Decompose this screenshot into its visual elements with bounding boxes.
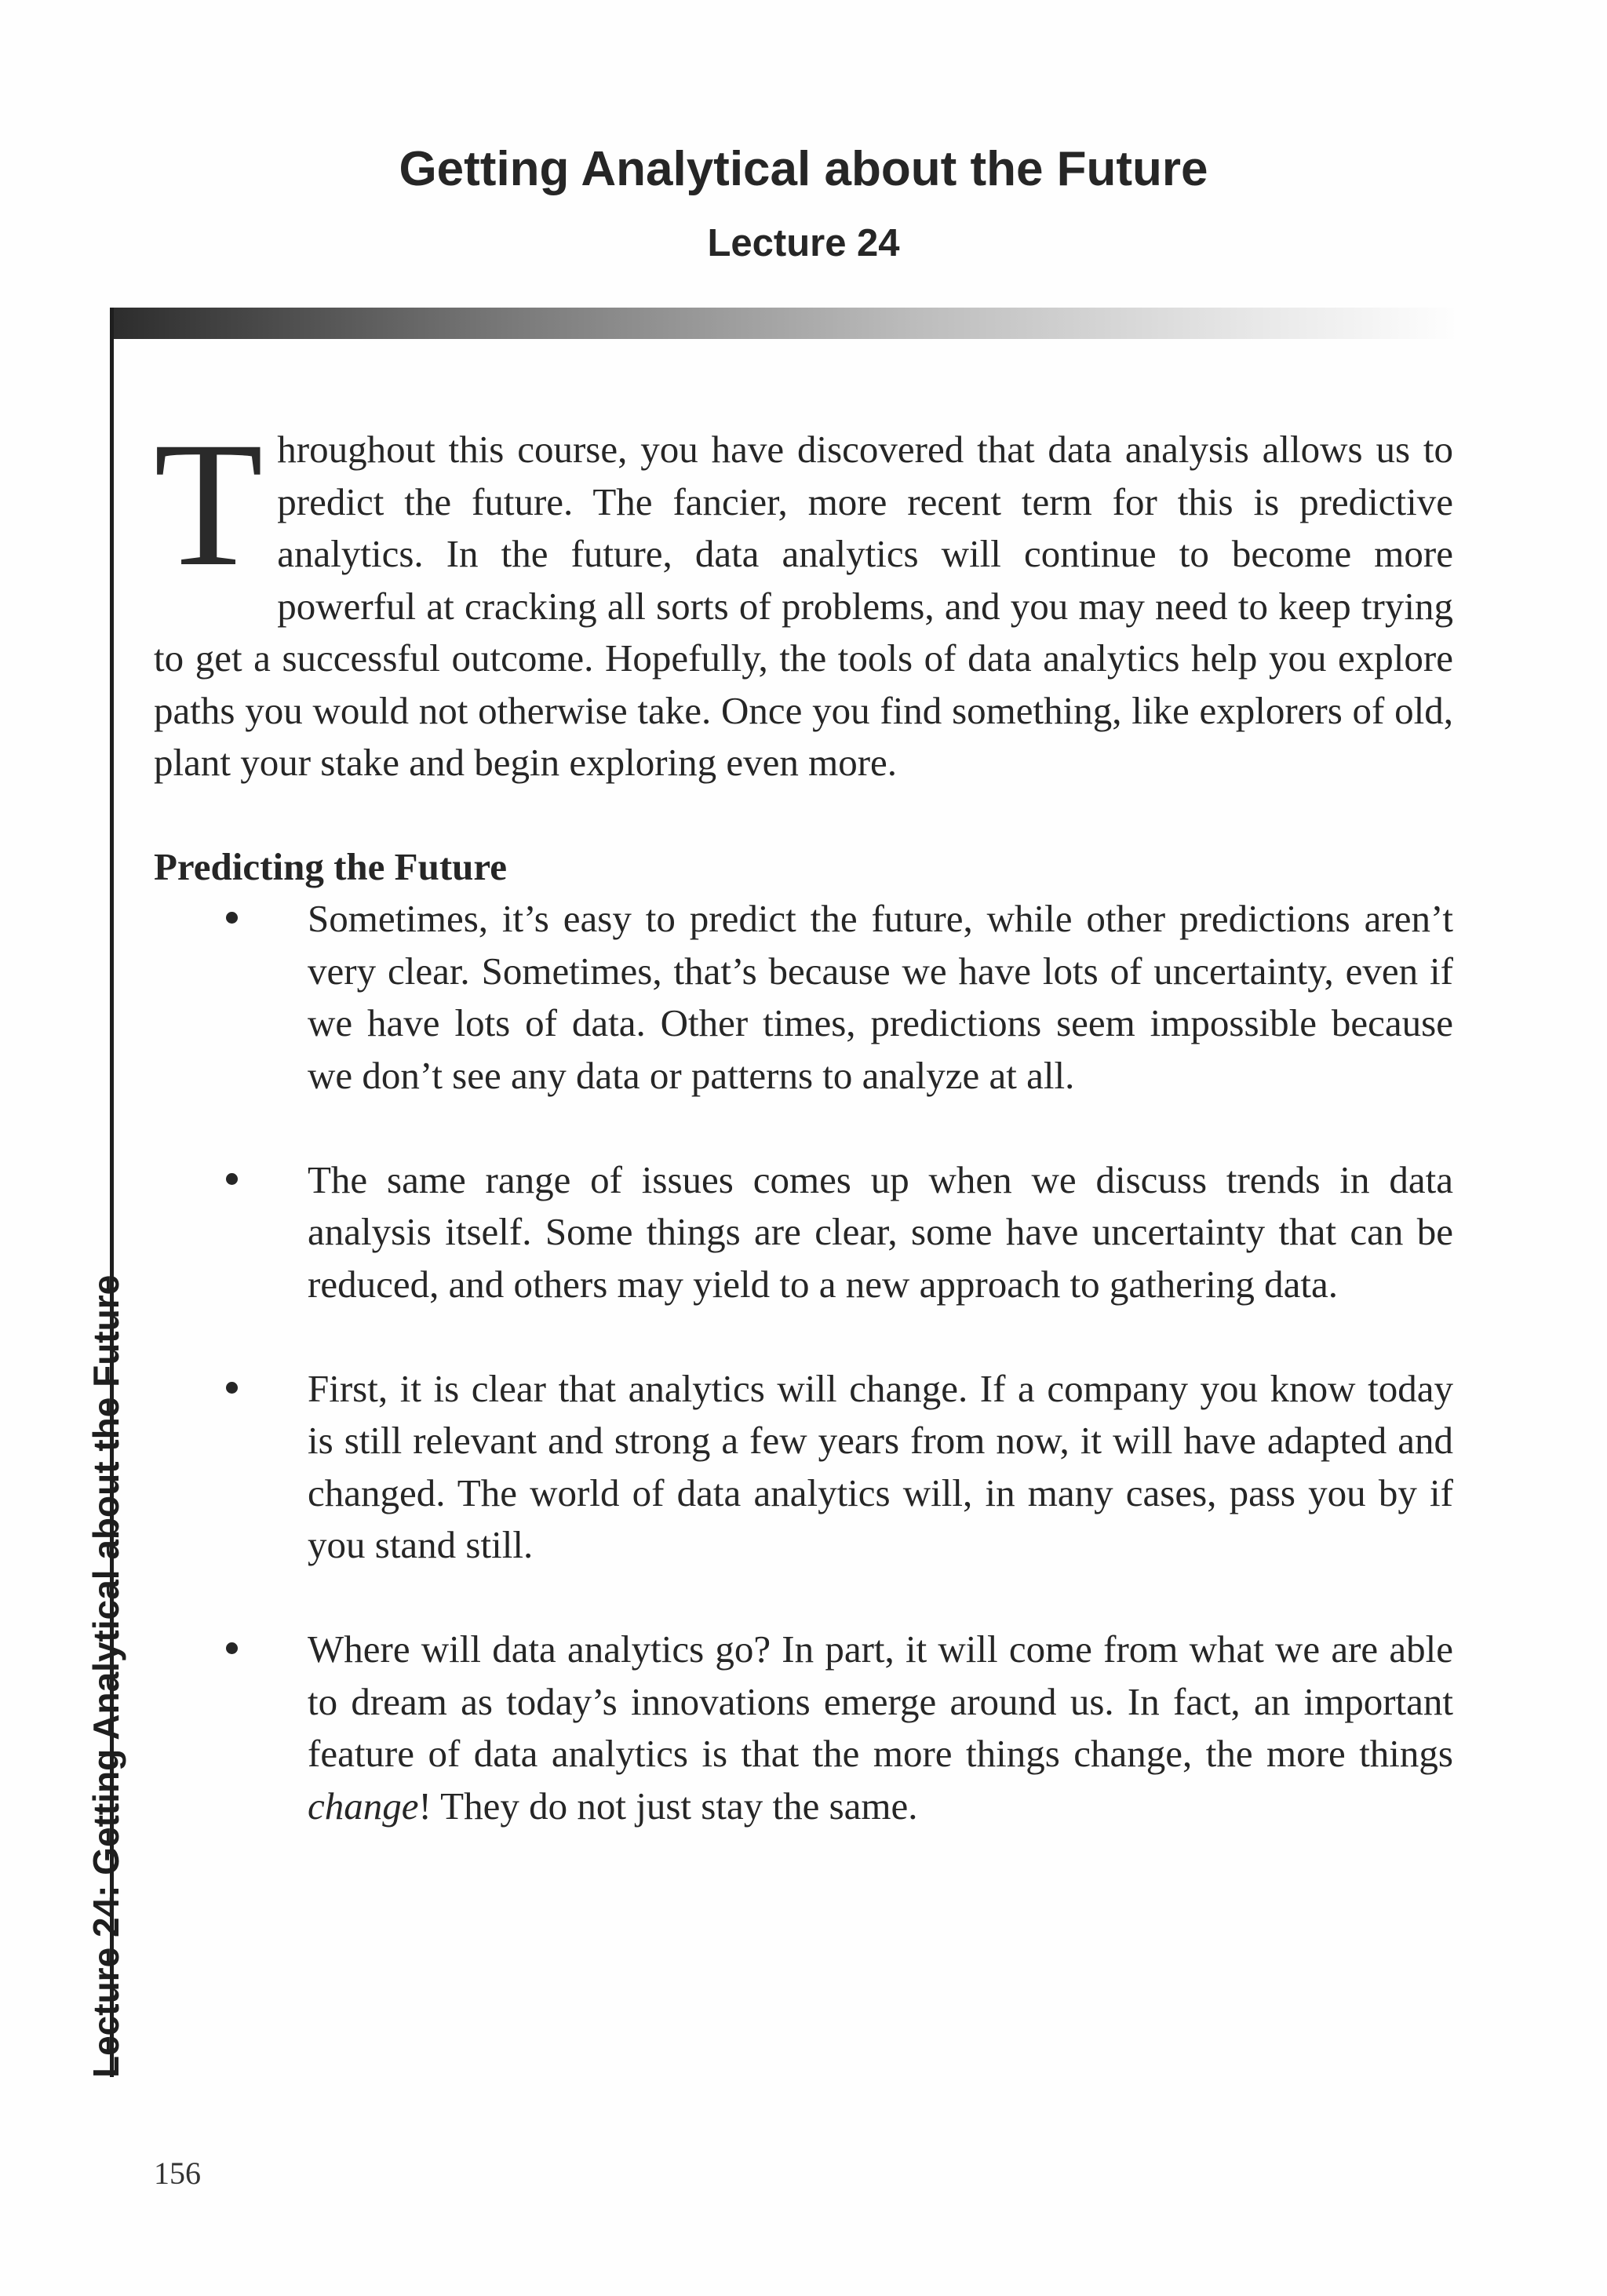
bullet-text: First, it is clear that analytics will change. If a company you know today is still relevant and strong a few years from now, it will have adapted and changed. The world of data analytics will, in many cases, pass you by if you stand still. bbox=[308, 1366, 1453, 1566]
page-number: 156 bbox=[154, 2156, 201, 2191]
running-title-vertical: Lecture 24: Getting Analytical about the Future bbox=[86, 1274, 126, 2078]
bullet-item bbox=[154, 1363, 1453, 1572]
bullet-icon bbox=[226, 1173, 238, 1185]
emphasis-text: change bbox=[308, 1784, 419, 1828]
page-title: Getting Analytical about the Future bbox=[399, 142, 1208, 196]
bullet-text: The same range of issues comes up when we discuss trends in data analysis itself. Some things are clear, some have uncertainty that can be reduced, and others may yield to a new approach to gathering data. bbox=[308, 1157, 1453, 1306]
section-heading: Predicting the Future bbox=[154, 844, 508, 888]
intro-paragraph bbox=[154, 406, 1453, 789]
main-content bbox=[154, 406, 1453, 1832]
bullet-list bbox=[154, 893, 1453, 1832]
bullet-item bbox=[154, 1154, 1453, 1311]
drop-cap: T bbox=[154, 406, 264, 603]
intro-text: hroughout this course, you have discovered that data analysis allows us to predict the future. The fancier, more recent term for this is predictive analytics. In the future, data analytics will continue to become more powerful at cracking all sorts of problems, and you may need to keep trying to get a successful outcome. Hopefully, the tools of data analytics help you explore paths you would not otherwise take. Once you find something, like explorers of old, plant your stake and begin exploring even more. bbox=[154, 428, 1453, 784]
bullet-icon bbox=[226, 912, 238, 924]
bullet-icon bbox=[226, 1642, 238, 1654]
bullet-icon bbox=[226, 1382, 238, 1394]
bullet-item bbox=[154, 1624, 1453, 1832]
bullet-text-part: Where will data analytics go? In part, it will come from what we are able to dream as today’s innovations emerge around us. In fact, an important feature of data analytics is that the more things change, the more things bbox=[308, 1627, 1453, 1775]
header-gradient-bar bbox=[110, 308, 1459, 339]
lecture-number: Lecture 24 bbox=[707, 222, 900, 264]
bullet-text bbox=[308, 1627, 1453, 1828]
bullet-text-part: ! They do not just stay the same. bbox=[418, 1784, 918, 1828]
bullet-item bbox=[154, 893, 1453, 1102]
bullet-text: Sometimes, it’s easy to predict the future, while other predictions aren’t very clear. Sometimes, that’s because we have lots of uncertainty, even if we have lots of data. Other times, predictions seem impossible because we don’t see any data or patterns to analyze at all. bbox=[308, 897, 1453, 1097]
